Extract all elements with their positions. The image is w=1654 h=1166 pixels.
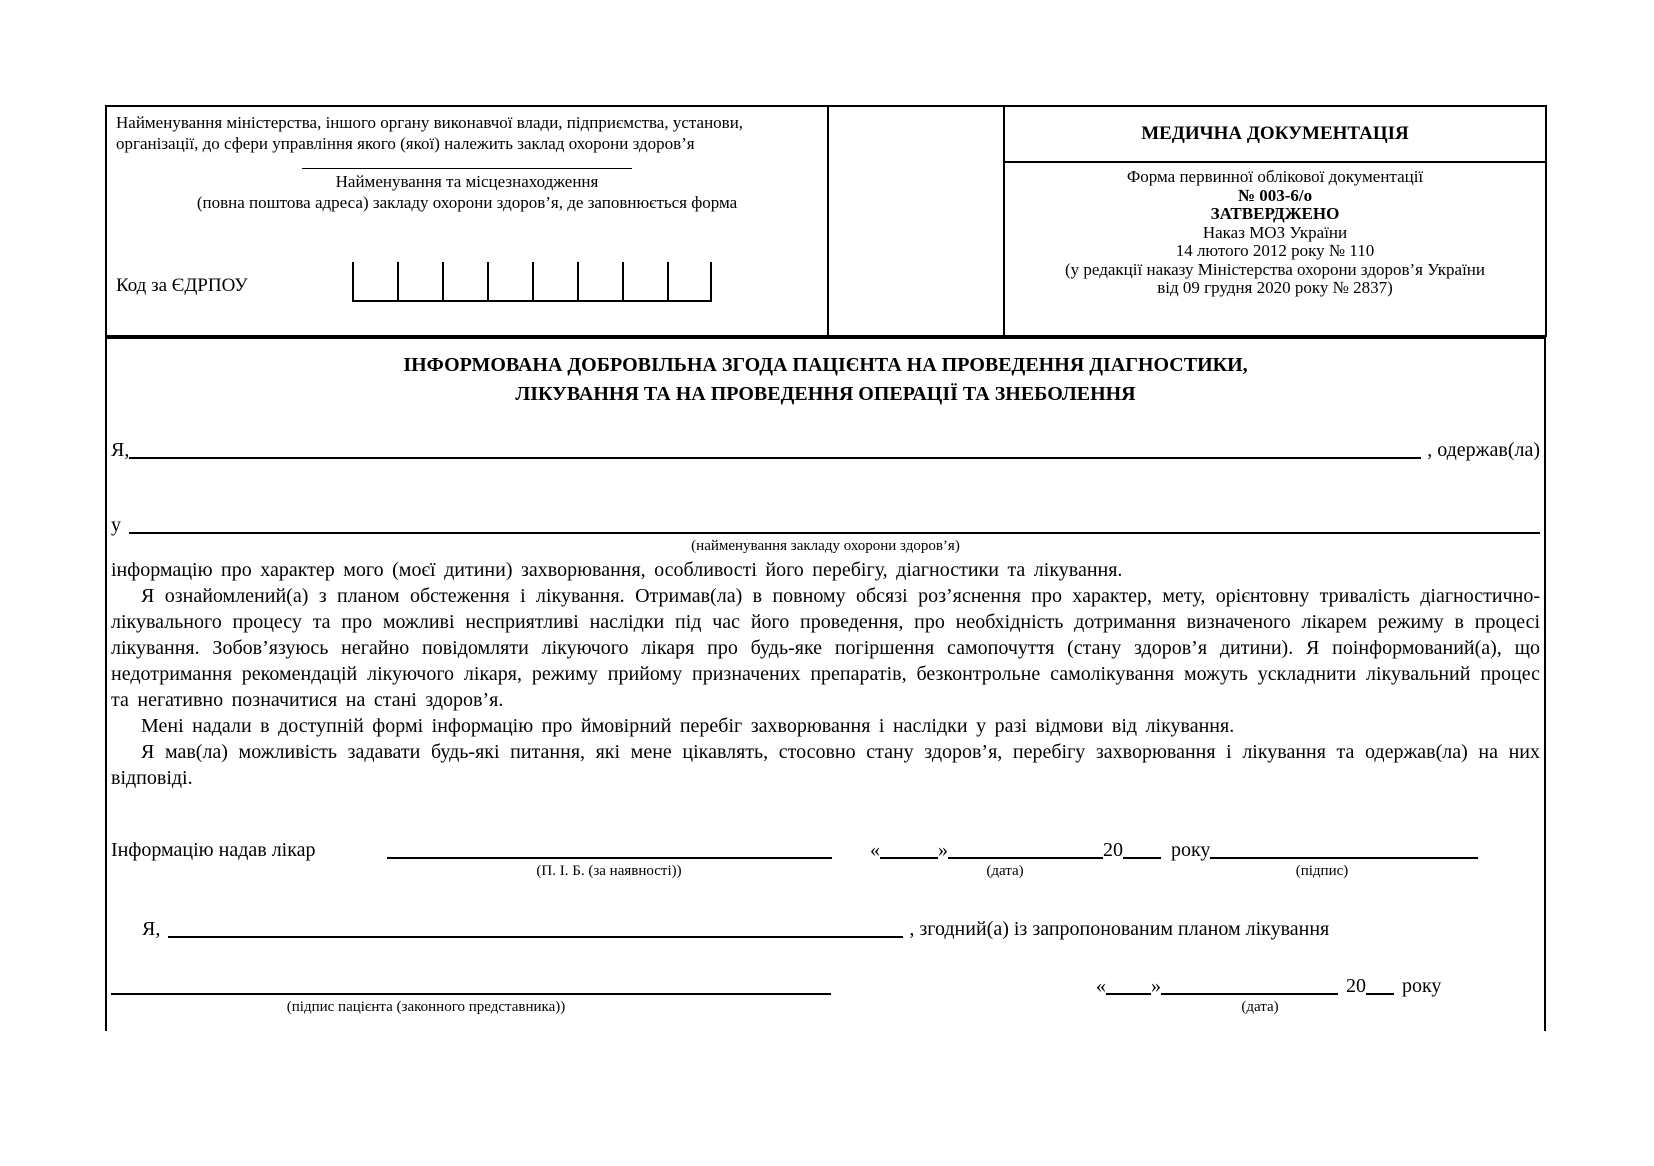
- order-line-2: 14 лютого 2012 року № 110: [1175, 241, 1375, 260]
- medical-documentation-title: МЕДИЧНА ДОКУМЕНТАЦІЯ: [1005, 107, 1545, 163]
- doctor-year-prefix: 20: [1103, 839, 1123, 861]
- patient-captions-row: [111, 998, 1540, 1018]
- close-quote: »: [938, 839, 948, 861]
- patient-agree-name-blank[interactable]: [168, 933, 903, 938]
- facility-row: [111, 514, 1540, 537]
- facility-name-caption: Найменування та місцезнаходження: [335, 172, 599, 191]
- header-middle-cell: [829, 107, 1005, 335]
- patient-date-caption: (дата): [1241, 999, 1279, 1015]
- form-title: [111, 351, 1540, 409]
- patient-i-label: Я,: [142, 918, 161, 940]
- paragraph-3: Я мав(ла) можливість задавати будь-які питання, які мене цікавлять, стосовно стану здоров’я, перебігу захворювання і лікування та одержав(ла) на них відповіді.: [111, 741, 1540, 789]
- received-suffix: , одержав(ла): [1427, 439, 1540, 461]
- doctor-row: [111, 839, 1540, 862]
- at-label: у: [111, 514, 121, 536]
- doctor-sign-caption: (підпис): [1295, 863, 1349, 879]
- doctor-month-blank[interactable]: [948, 854, 1103, 859]
- doctor-info-label: Інформацію надав лікар: [111, 839, 316, 861]
- edrpou-cell[interactable]: [442, 262, 487, 300]
- ministry-note: Найменування міністерства, іншого органу виконавчої влади, підприємства, установи, організації, до сфери управління якого (якої) належить заклад охорони здоров’я: [116, 113, 744, 153]
- form-title-line-2: ЛІКУВАННЯ ТА НА ПРОВЕДЕННЯ ОПЕРАЦІЇ ТА ЗНЕБОЛЕННЯ: [515, 383, 1136, 405]
- doctor-year-suffix: року: [1171, 839, 1211, 861]
- edrpou-cell[interactable]: [577, 262, 622, 300]
- approved-label: ЗАТВЕРДЖЕНО: [1210, 204, 1340, 223]
- doctor-name-caption: (П. І. Б. (за наявності)): [536, 863, 682, 879]
- open-quote: «: [870, 839, 880, 861]
- form-number: № 003-6/о: [1237, 185, 1313, 205]
- doctor-captions-row: [111, 862, 1540, 882]
- patient-sign-caption: (підпис пацієнта (законного представника)): [286, 999, 566, 1015]
- form-title-line-1: ІНФОРМОВАНА ДОБРОВІЛЬНА ЗГОДА ПАЦІЄНТА НА ПРОВЕДЕННЯ ДІАГНОСТИКИ,: [403, 354, 1248, 376]
- close-quote: »: [1151, 975, 1161, 997]
- edrpou-cell[interactable]: [667, 262, 712, 300]
- doctor-day-blank[interactable]: [880, 854, 938, 859]
- patient-signature-blank[interactable]: [111, 990, 831, 995]
- patient-name-row: [111, 439, 1540, 462]
- edrpou-cell[interactable]: [487, 262, 532, 300]
- info-line: інформацію про характер мого (моєї дитини) захворювання, особливості його перебігу, діагностики та лікування.: [111, 559, 1123, 581]
- patient-year-prefix: 20: [1346, 975, 1366, 997]
- facility-blank[interactable]: [129, 529, 1540, 534]
- paragraph-2: Мені надали в доступній формі інформацію про ймовірний перебіг захворювання і наслідки у разі відмови від лікування.: [141, 715, 1235, 737]
- patient-year-blank[interactable]: [1366, 990, 1394, 995]
- order-line-1: Наказ МОЗ України: [1202, 222, 1348, 242]
- patient-agree-row: [111, 918, 1540, 941]
- patient-month-blank[interactable]: [1161, 990, 1338, 995]
- order-line-4: від 09 грудня 2020 року № 2837): [1157, 278, 1393, 297]
- patient-year-suffix: року: [1402, 975, 1442, 997]
- patient-day-blank[interactable]: [1106, 990, 1151, 995]
- doctor-name-blank[interactable]: [387, 854, 832, 859]
- patient-name-blank[interactable]: [129, 454, 1421, 459]
- facility-caption: (найменування закладу охорони здоров’я): [691, 538, 960, 554]
- paragraph-1: Я ознайомлений(а) з планом обстеження і лікування. Отримав(ла) в повному обсязі роз’яснення про характер, мету, орієнтовну тривалість діагностично-лікувального процесу та про можливі несприятливі наслідки під час його проведення, про необхідність дотримання визначеного лікарем режиму в процесі лікування. Зобов’язуюсь негайно повідомляти лікуючого лікаря про будь-яке погіршення самопочуття (стану здоров’я дитини). Я поінформований(а), що недотримання рекомендацій лікуючого лікаря, режиму прийому призначених препаратів, безконтрольне самолікування можуть ускладнити лікувальний процес та негативно позначитися на стані здоров’я.: [111, 585, 1540, 711]
- header-right-cell: [1005, 107, 1545, 335]
- facility-address-caption: (повна поштова адреса) закладу охорони здоров’я, де заповнюється форма: [196, 193, 738, 212]
- edrpou-cell[interactable]: [532, 262, 577, 300]
- edrpou-cell[interactable]: [622, 262, 667, 300]
- form-approval-block: [1005, 163, 1545, 335]
- order-line-3: (у редакції наказу Міністерства охорони здоров’я України: [1065, 259, 1485, 279]
- edrpou-label: Код за ЄДРПОУ: [116, 275, 248, 296]
- open-quote: «: [1096, 975, 1106, 997]
- facility-name-line[interactable]: [302, 156, 632, 169]
- header-left-cell: [107, 107, 829, 335]
- form-header: [105, 105, 1547, 337]
- form-caption: Форма первинної облікової документації: [1126, 167, 1424, 186]
- agree-suffix: , згодний(а) із запропонованим планом лікування: [909, 918, 1330, 940]
- i-label: Я,: [111, 439, 130, 461]
- edrpou-cell[interactable]: [397, 262, 442, 300]
- doctor-year-blank[interactable]: [1123, 854, 1161, 859]
- patient-signature-row: [111, 975, 1540, 998]
- consent-body: [105, 337, 1546, 1031]
- doctor-signature-blank[interactable]: [1210, 854, 1478, 859]
- edrpou-cell[interactable]: [352, 262, 397, 300]
- edrpou-code-boxes: [352, 262, 712, 302]
- doctor-date-caption: (дата): [986, 863, 1024, 879]
